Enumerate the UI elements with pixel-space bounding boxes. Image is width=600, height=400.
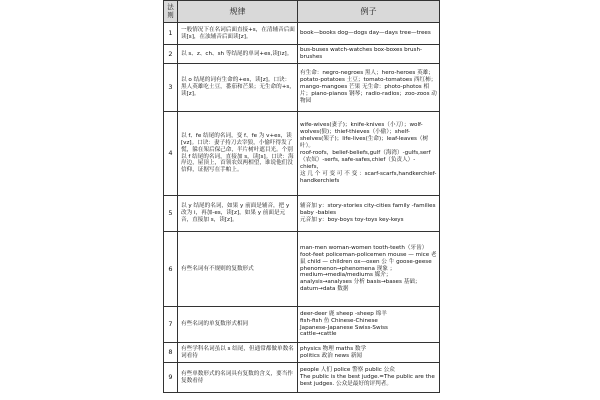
header-num: 法 则 <box>164 1 178 23</box>
rule-text: 有些名词有不规则的复数形式 <box>178 232 298 307</box>
rule-example: bus-buses watch-watches box-boxes brush-brushes <box>298 45 440 64</box>
table-row <box>164 232 440 307</box>
header-example: 例子 <box>298 1 440 23</box>
rule-example: people 人们 police 警察 public 公众 The public is the best judge.=The public are the best judges. 公众是最好的评判者。 <box>298 363 440 393</box>
rule-example: physics 物理 maths 数学 politics 政治 news 新闻 <box>298 343 440 363</box>
table-row <box>164 64 440 112</box>
rule-example: wife-wives(妻子)；knife-knives（小刀）；wolf-wolves(狼)；thief-thieves（小偷）；shelf-shelves(架子)；life-lives(生命)；leaf-leaves（树叶）。 roof-roofs，belief-beliefs,gulf（海湾）-gulfs,serf（农奴）-serfs, safe-safes,chief（负责人）-chiefs， 这 几 个 可 变 可 不 变 ：scarf-scarfs,handkerchief- handkerchiefs <box>298 112 440 196</box>
table-row <box>164 112 440 196</box>
rule-text: 一般情况下在名词后面直接+s，在清辅音后面读[s]，在浊辅音后面读[z]。 <box>178 23 298 45</box>
rule-number: 3 <box>164 64 178 112</box>
table-row <box>164 307 440 343</box>
rule-number: 9 <box>164 363 178 393</box>
rule-example: 辅音加 y：story-stories city-cities family -families baby -babies 元音加 y：boy-boys toy-toys key-keys <box>298 196 440 232</box>
rule-number: 5 <box>164 196 178 232</box>
grammar-table-container <box>163 0 440 400</box>
table-row <box>164 23 440 45</box>
rule-example: deer-deer 鹿 sheep -sheep 绵羊 fish-fish 鱼 Chinese-Chinese Japanese-Japanese Swiss-Swiss cattle→cattle <box>298 307 440 343</box>
rule-number: 7 <box>164 307 178 343</box>
header-rule: 规律 <box>178 1 298 23</box>
rule-text: 以 f、fe 结尾的名词，变 f、fe 为 v+es，读[vz]。口诀：妻子持刀去宰狼，小偷吓得发了慌，躲在架后保己命，半片树叶遮目光。个别以 f 结尾的名词，直接加 s，读[s]。口诀：海岸边，屋顶上，首领农奴两相望，谁说他们没信仰，证据写在手帕上。 <box>178 112 298 196</box>
rule-example: man-men woman-women tooth-teeth（牙齿） foot-feet policeman-policemen mouse — mice 老 鼠 child — children ox—oxen 公 牛 goose-geese phenomenon→phenomena 现象 ；medium→media/mediums 媒介；analysis→analyses 分析 basis→bases 基础；datum→data 数据 <box>298 232 440 307</box>
rule-text: 以 y 结尾的名词，如果 y 前面是辅音，把 y 改为 i，再加-es，读[z]，如果 y 前面是元音，直接加 s，读[z]。 <box>178 196 298 232</box>
table-header-row <box>164 1 440 23</box>
table-row <box>164 363 440 393</box>
rule-text: 有些名词的单复数形式相同 <box>178 307 298 343</box>
rule-number: 6 <box>164 232 178 307</box>
rule-example: 有生命：negro-negroes 黑人；hero-heroes 英雄；potato-potatoes 土豆；tomato-tomatoes 西红柿；mango-mangoes 芒果 无生命：photo-photos 相片；piano-pianos 钢琴；radio-radios；zoo-zoos 动物园 <box>298 64 440 112</box>
rule-number: 4 <box>164 112 178 196</box>
plural-rules-table <box>163 0 440 393</box>
table-row <box>164 45 440 64</box>
rule-number: 8 <box>164 343 178 363</box>
rule-text: 有些单数形式的名词具有复数的含义，要当作复数看待 <box>178 363 298 393</box>
rule-text: 以 s、z、ch、sh 等结尾的单词+es,读[iz]。 <box>178 45 298 64</box>
table-row <box>164 343 440 363</box>
table-row <box>164 196 440 232</box>
rule-text: 以 o 结尾的词有生命的+es，读[z]。口诀：黑人英雄吃土豆，番茄和芒果；无生命的+s，读[z]。 <box>178 64 298 112</box>
rule-number: 2 <box>164 45 178 64</box>
rule-example: book—books dog—dogs day—days tree—trees <box>298 23 440 45</box>
rule-text: 有些学科名词虽以 s 结尾，但通常都做单数名词看待 <box>178 343 298 363</box>
rule-number: 1 <box>164 23 178 45</box>
